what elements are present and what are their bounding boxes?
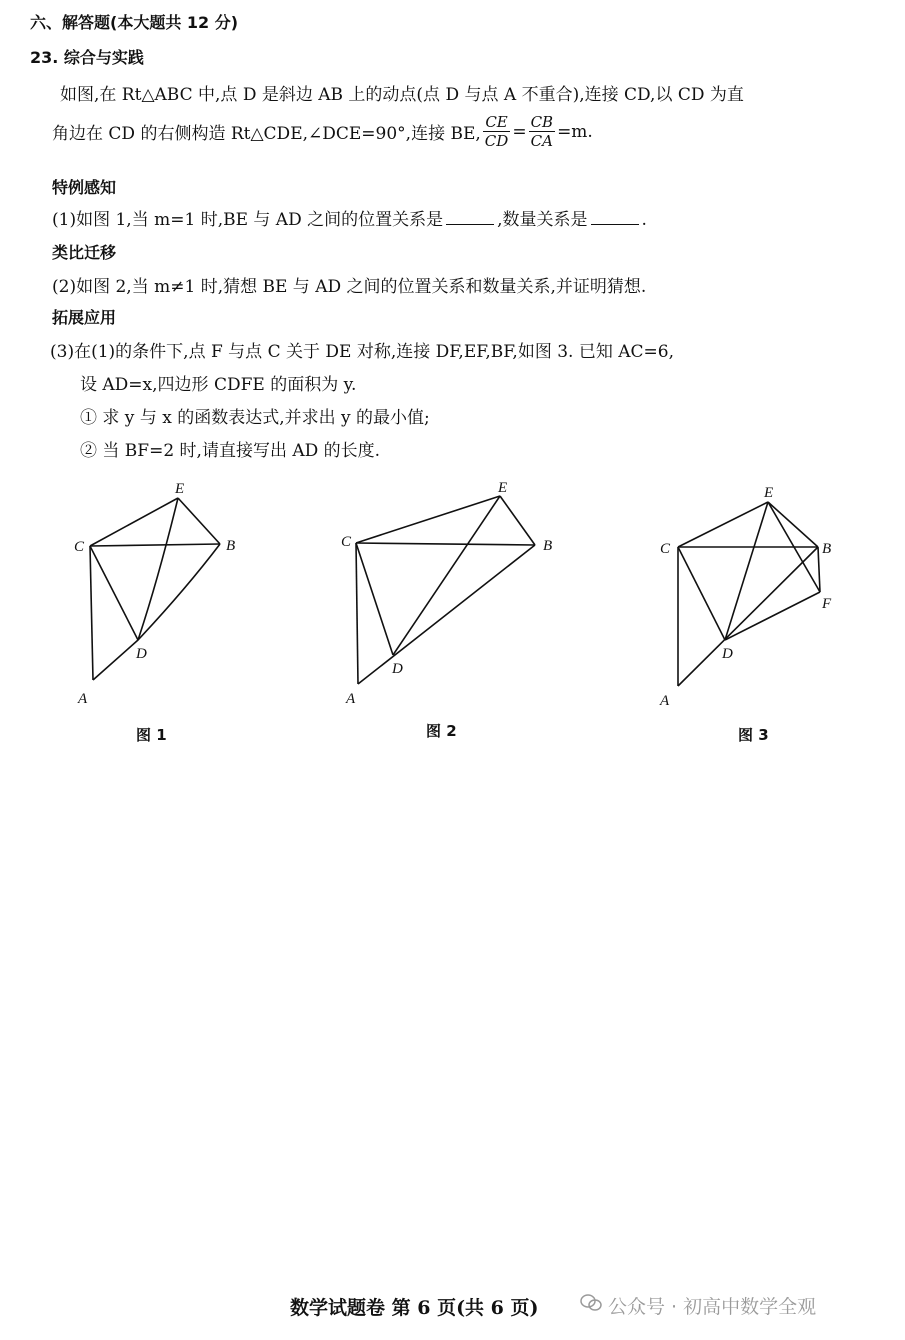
part3-sub2: ② 当 BF=2 时,请直接写出 AD 的长度. (80, 441, 381, 461)
part3-line1: (3)在(1)的条件下,点 F 与点 C 关于 DE 对称,连接 DF,EF,BF,如图 3. 已知 AC=6, (50, 342, 675, 362)
part1-heading: 特例感知 (52, 178, 117, 197)
fig2-segment-be (500, 496, 535, 545)
fig2-segment-de (393, 496, 500, 655)
fig1-label-d: D (136, 646, 147, 662)
fig3-segment-cd (678, 547, 725, 640)
part1-text-c: . (641, 210, 647, 230)
fig2-segment-ce (356, 496, 500, 543)
fig3-label-e: E (764, 485, 774, 501)
part1-text-b: ,数量关系是 (497, 210, 588, 230)
fig3-segment-bf (818, 547, 820, 592)
watermark-text: 公众号 · 初高中数学全观 (608, 1296, 817, 1318)
fig2-label-d: D (392, 661, 403, 677)
fig1-label-b: B (226, 538, 236, 554)
fig2-label-c: C (341, 534, 352, 550)
wechat-icon (580, 1294, 602, 1317)
fig3-segment-de (725, 502, 768, 640)
fig3-segment-ce (678, 502, 768, 547)
fig1-segment-ac (90, 546, 93, 680)
fig3-segment-be (768, 502, 818, 547)
question-number: 23. (30, 48, 59, 67)
question-topic: 综合与实践 (63, 48, 144, 67)
watermark (580, 1292, 816, 1319)
fig1-segment-cd (90, 546, 138, 640)
part3-sub1: ① 求 y 与 x 的函数表达式,并求出 y 的最小值; (80, 408, 430, 428)
fig1-segment-be (178, 498, 220, 544)
fraction-ca-denominator: CA (530, 132, 553, 150)
fig3-label-a: A (660, 693, 670, 709)
fig2-segment-ac (356, 543, 358, 684)
fig3-label-f: F (822, 596, 832, 612)
fig1-segment-ce (90, 498, 178, 546)
fig1-segment-ab (93, 544, 220, 680)
fig1-caption: 图 1 (136, 726, 167, 744)
fraction-cb-numerator: CB (530, 113, 554, 131)
fig1-label-c: C (74, 539, 85, 555)
part2-question: (2)如图 2,当 m≠1 时,猜想 BE 与 AD 之间的位置关系和数量关系,并证明猜想. (52, 277, 647, 297)
fig2-label-b: B (543, 538, 553, 554)
equals-sign: = (512, 121, 527, 142)
fig1-segment-cb (90, 544, 220, 546)
part2-heading: 类比迁移 (52, 243, 117, 262)
figure-3 (678, 502, 820, 686)
part1-text-a: (1)如图 1,当 m=1 时,BE 与 AD 之间的位置关系是 (52, 210, 444, 230)
fig3-segment-df (725, 592, 820, 640)
part3-heading: 拓展应用 (52, 308, 117, 327)
question-intro-line1: 如图,在 Rt△ABC 中,点 D 是斜边 AB 上的动点(点 D 与点 A 不重合),连接 CD,以 CD 为直 (60, 85, 744, 105)
fig1-label-e: E (175, 481, 185, 497)
fraction-ce-numerator: CE (485, 113, 508, 131)
fig3-label-d: D (722, 646, 733, 662)
fig2-label-a: A (346, 691, 356, 707)
section-header: 六、解答题(本大题共 12 分) (30, 13, 239, 32)
fig3-caption: 图 3 (738, 726, 769, 744)
fig2-caption: 图 2 (426, 722, 457, 740)
fig2-segment-cb (356, 543, 535, 545)
fig2-label-e: E (498, 480, 508, 496)
page-footer: 数学试题卷 第 6 页(共 6 页) (290, 1297, 539, 1319)
figure-1 (90, 498, 220, 680)
fig2-segment-ab (358, 545, 535, 684)
intro-line2-text: 角边在 CD 的右侧构造 Rt△CDE,∠DCE=90°,连接 BE, (52, 124, 481, 144)
fig3-label-b: B (822, 541, 832, 557)
fig1-label-a: A (78, 691, 88, 707)
figure-2 (356, 496, 535, 684)
fig3-label-c: C (660, 541, 671, 557)
fraction-cd-denominator: CD (484, 132, 509, 150)
equals-m: =m. (557, 121, 593, 142)
fig2-segment-cd (356, 543, 393, 655)
part3-line2: 设 AD=x,四边形 CDFE 的面积为 y. (80, 375, 357, 395)
